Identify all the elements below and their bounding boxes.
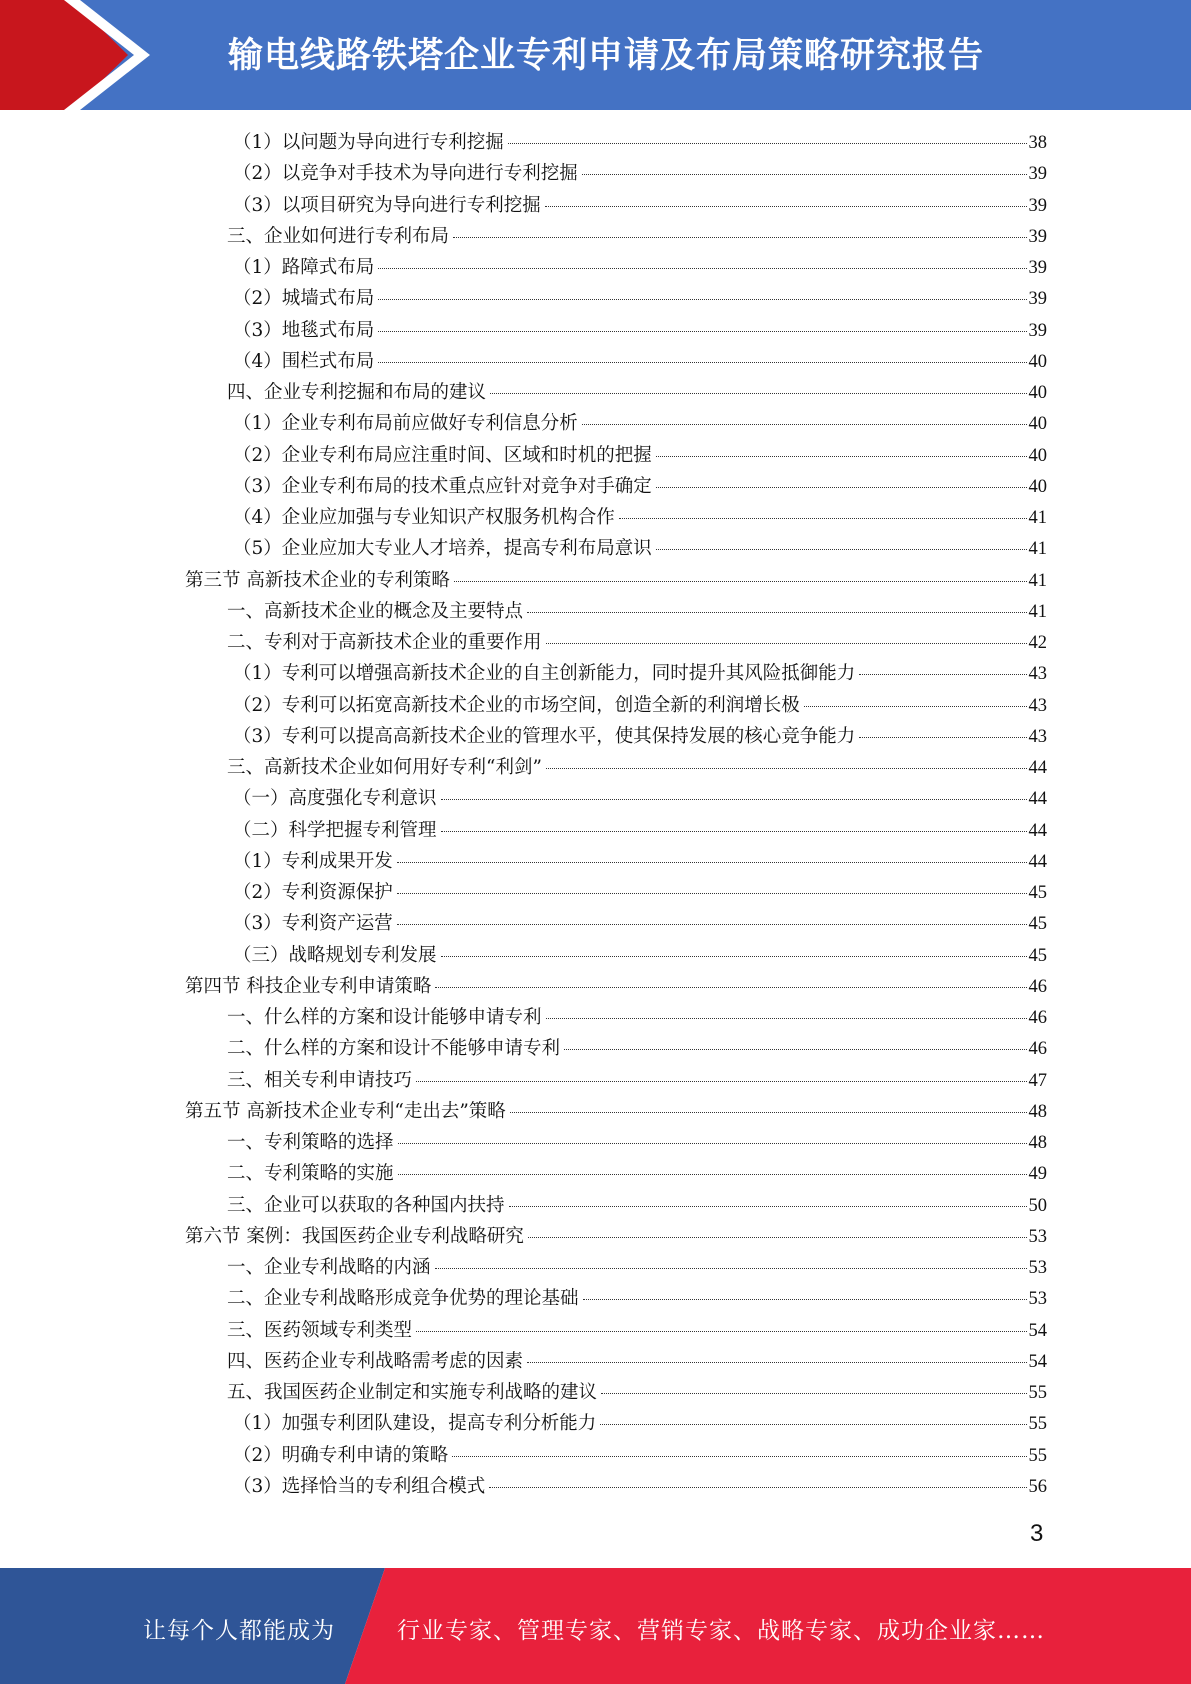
toc-entry-page: 43 [1028, 726, 1047, 747]
toc-leader-dots [619, 518, 1027, 519]
toc-leader-dots [452, 1456, 1026, 1457]
toc-entry-title: （1）企业专利布局前应做好专利信息分析 [233, 413, 578, 435]
footer-banner [0, 1568, 1191, 1684]
toc-leader-dots [378, 362, 1026, 363]
toc-entry-title: （1）专利可以增强高新技术企业的自主创新能力，同时提升其风险抵御能力 [233, 663, 856, 685]
toc-entry[interactable] [227, 1284, 1047, 1315]
toc-entry-title: （2）企业专利布局应注重时间、区域和时机的把握 [233, 444, 652, 466]
toc-entry-page: 39 [1028, 226, 1047, 247]
toc-entry[interactable] [227, 1378, 1047, 1409]
toc-leader-dots [397, 862, 1027, 863]
toc-entry-page: 50 [1028, 1195, 1047, 1216]
toc-entry-page: 44 [1028, 758, 1047, 778]
toc-entry-page: 49 [1028, 1164, 1047, 1185]
toc-entry-title: （3）以项目研究为导向进行专利挖掘 [233, 194, 541, 216]
toc-entry[interactable] [233, 534, 1047, 565]
toc-leader-dots [398, 1174, 1027, 1175]
toc-leader-dots [656, 487, 1027, 488]
toc-entry-title: （1）以问题为导向进行专利挖掘 [233, 132, 504, 153]
toc-entry-title: 二、企业专利战略形成竞争优势的理论基础 [227, 1288, 579, 1310]
toc-entry[interactable] [233, 316, 1047, 347]
toc-leader-dots [416, 1081, 1026, 1082]
toc-entry[interactable] [233, 503, 1047, 534]
toc-leader-dots [601, 1393, 1026, 1394]
toc-entry-page: 47 [1028, 1070, 1047, 1091]
toc-leader-dots [582, 174, 1027, 175]
toc-entry-page: 41 [1028, 601, 1047, 622]
toc-leader-dots [528, 1237, 1027, 1238]
toc-leader-dots [656, 549, 1027, 550]
toc-entry-title: 三、医药领域专利类型 [227, 1319, 413, 1341]
toc-entry[interactable] [233, 284, 1047, 315]
toc-entry-page: 39 [1028, 164, 1047, 185]
footer-slogan-right: 行业专家、管理专家、营销专家、战略专家、成功企业家…… [397, 1618, 1045, 1644]
toc-entry-title: （2）专利资源保护 [233, 882, 393, 903]
toc-entry-page: 40 [1028, 351, 1047, 372]
toc-entry[interactable] [233, 1472, 1047, 1503]
toc-leader-dots [859, 674, 1026, 675]
toc-entry-title: （3）企业专利布局的技术重点应针对竞争对手确定 [233, 475, 652, 497]
toc-entry[interactable] [227, 1128, 1047, 1159]
header-arrow-decoration [0, 0, 160, 110]
toc-leader-dots [441, 799, 1027, 800]
toc-entry-title: （4）企业应加强与专业知识产权服务机构合作 [233, 507, 615, 528]
toc-entry-title: （2）专利可以拓宽高新技术企业的市场空间，创造全新的利润增长极 [233, 694, 800, 716]
toc-entry-page: 56 [1028, 1476, 1047, 1497]
toc-entry-page: 45 [1028, 945, 1047, 966]
toc-leader-dots [453, 237, 1026, 238]
toc-leader-dots [582, 424, 1027, 425]
toc-leader-dots [378, 268, 1026, 269]
toc-entry-title: （2）明确专利申请的策略 [233, 1444, 449, 1466]
toc-leader-dots [546, 643, 1027, 644]
toc-entry-page: 43 [1028, 664, 1047, 685]
toc-entry-page: 46 [1028, 976, 1047, 997]
toc-entry-title: （2）以竞争对手技术为导向进行专利挖掘 [233, 163, 578, 185]
toc-entry-title: 三、企业如何进行专利布局 [227, 225, 450, 247]
toc-leader-dots [397, 893, 1027, 894]
toc-entry-title: 第六节 案例：我国医药企业专利战略研究 [185, 1225, 524, 1247]
toc-entry-page: 46 [1028, 1008, 1047, 1028]
toc-leader-dots [490, 393, 1026, 394]
toc-entry[interactable] [233, 409, 1047, 440]
toc-entry-title: （3）专利可以提高高新技术企业的管理水平，使其保持发展的核心竞争能力 [233, 725, 856, 747]
header-banner [0, 0, 1191, 110]
toc-entry[interactable] [185, 1097, 1047, 1128]
toc-entry-title: （5）企业应加大专业人才培养，提高专利布局意识 [233, 538, 652, 560]
toc-entry-page: 44 [1028, 820, 1047, 841]
toc-entry-page: 54 [1028, 1351, 1047, 1372]
toc-entry-title: 四、企业专利挖掘和布局的建议 [227, 382, 487, 403]
toc-leader-dots [583, 1299, 1027, 1300]
toc-entry[interactable] [233, 191, 1047, 222]
toc-entry[interactable] [233, 909, 1047, 940]
toc-entry[interactable] [233, 941, 1047, 972]
toc-entry[interactable] [233, 659, 1047, 690]
toc-entry[interactable] [233, 878, 1047, 909]
toc-entry[interactable] [227, 1191, 1047, 1222]
toc-entry[interactable] [227, 1066, 1047, 1097]
toc-leader-dots [489, 1487, 1026, 1488]
toc-entry[interactable] [233, 253, 1047, 284]
document-title: 输电线路铁塔企业专利申请及布局策略研究报告 [228, 36, 985, 76]
toc-entry-page: 55 [1028, 1445, 1047, 1466]
toc-entry[interactable] [233, 472, 1047, 503]
toc-entry-title: 一、高新技术企业的概念及主要特点 [227, 600, 524, 622]
page-number: 3 [1030, 1520, 1044, 1547]
toc-leader-dots [378, 331, 1026, 332]
toc-entry-title: （4）围栏式布局 [233, 350, 375, 372]
toc-entry-title: （2）城墙式布局 [233, 288, 375, 310]
toc-leader-dots [416, 1331, 1026, 1332]
toc-entry[interactable] [233, 159, 1047, 190]
toc-entry-title: 三、高新技术企业如何用好专利“利剑” [227, 757, 542, 778]
toc-entry-title: （一）高度强化专利意识 [233, 788, 437, 810]
toc-leader-dots [804, 706, 1027, 707]
toc-entry[interactable] [233, 347, 1047, 378]
toc-entry-title: （三）战略规划专利发展 [233, 944, 437, 966]
toc-leader-dots [510, 1112, 1027, 1113]
toc-entry-page: 39 [1028, 195, 1047, 216]
toc-entry-page: 45 [1028, 883, 1047, 903]
toc-entry[interactable] [227, 222, 1047, 253]
toc-entry-page: 38 [1028, 133, 1047, 153]
toc-entry[interactable] [185, 566, 1047, 597]
toc-entry-page: 53 [1028, 1226, 1047, 1247]
toc-entry[interactable] [233, 1409, 1047, 1440]
toc-leader-dots [546, 1018, 1027, 1019]
toc-entry[interactable] [185, 972, 1047, 1003]
toc-entry[interactable] [227, 753, 1047, 784]
toc-leader-dots [656, 456, 1027, 457]
toc-entry-title: （1）加强专利团队建设，提高专利分析能力 [233, 1413, 597, 1435]
toc-entry[interactable] [227, 1159, 1047, 1190]
toc-entry[interactable] [227, 1316, 1047, 1347]
toc-entry-title: 第三节 高新技术企业的专利策略 [185, 569, 450, 591]
toc-leader-dots [397, 924, 1027, 925]
toc-entry-page: 45 [1028, 914, 1047, 935]
toc-leader-dots [398, 1143, 1027, 1144]
toc-entry-title: （1）专利成果开发 [233, 850, 393, 872]
toc-entry-page: 40 [1028, 414, 1047, 435]
toc-leader-dots [859, 737, 1026, 738]
toc-entry-page: 42 [1028, 633, 1047, 653]
toc-entry-page: 39 [1028, 289, 1047, 310]
toc-entry-page: 48 [1028, 1101, 1047, 1122]
toc-entry-title: 三、企业可以获取的各种国内扶持 [227, 1194, 505, 1216]
toc-entry[interactable] [227, 1034, 1047, 1065]
toc-entry-page: 55 [1028, 1414, 1047, 1435]
toc-leader-dots [508, 143, 1027, 144]
toc-entry-page: 48 [1028, 1133, 1047, 1153]
toc-leader-dots [564, 1049, 1026, 1050]
toc-entry[interactable] [227, 1347, 1047, 1378]
toc-entry-page: 41 [1028, 570, 1047, 591]
toc-entry-title: （3）地毯式布局 [233, 319, 375, 341]
toc-entry-page: 39 [1028, 320, 1047, 341]
toc-entry[interactable] [227, 378, 1047, 409]
toc-leader-dots [527, 612, 1026, 613]
toc-entry-page: 40 [1028, 445, 1047, 466]
toc-entry-title: 第五节 高新技术企业专利“走出去”策略 [185, 1100, 506, 1122]
toc-entry-title: （3）专利资产运营 [233, 913, 393, 935]
toc-entry[interactable] [233, 691, 1047, 722]
toc-entry-page: 39 [1028, 258, 1047, 278]
toc-entry-page: 41 [1028, 539, 1047, 560]
toc-entry-page: 40 [1028, 476, 1047, 497]
toc-entry[interactable] [233, 1441, 1047, 1472]
toc-entry-title: 四、医药企业专利战略需考虑的因素 [227, 1350, 524, 1372]
toc-entry-title: 第四节 科技企业专利申请策略 [185, 975, 432, 997]
toc-entry[interactable] [233, 128, 1047, 159]
toc-entry-page: 44 [1028, 789, 1047, 810]
toc-leader-dots [545, 206, 1027, 207]
toc-entry-title: （3）选择恰当的专利组合模式 [233, 1475, 486, 1497]
toc-leader-dots [441, 956, 1027, 957]
toc-entry[interactable] [233, 816, 1047, 847]
toc-entry-page: 44 [1028, 851, 1047, 872]
toc-entry-page: 53 [1028, 1258, 1047, 1278]
toc-entry-title: 二、专利策略的实施 [227, 1163, 394, 1185]
toc-entry-page: 43 [1028, 695, 1047, 716]
toc-entry-title: 五、我国医药企业制定和实施专利战略的建议 [227, 1382, 598, 1403]
toc-leader-dots [454, 581, 1027, 582]
toc-entry-title: 一、专利策略的选择 [227, 1132, 394, 1153]
toc-leader-dots [378, 299, 1026, 300]
toc-entry-page: 54 [1028, 1320, 1047, 1341]
toc-entry-title: （1）路障式布局 [233, 257, 375, 278]
toc-entry-page: 40 [1028, 383, 1047, 403]
toc-leader-dots [435, 1268, 1027, 1269]
toc-entry[interactable] [233, 722, 1047, 753]
toc-entry-title: 一、什么样的方案和设计能够申请专利 [227, 1007, 542, 1028]
toc-entry[interactable] [233, 784, 1047, 815]
toc-entry-title: （二）科学把握专利管理 [233, 819, 437, 841]
toc-entry[interactable] [227, 597, 1047, 628]
toc-entry[interactable] [233, 441, 1047, 472]
toc-entry-title: 二、专利对于高新技术企业的重要作用 [227, 632, 542, 653]
toc-entry[interactable] [227, 1003, 1047, 1034]
toc-entry[interactable] [233, 847, 1047, 878]
toc-entry-page: 41 [1028, 508, 1047, 528]
toc-entry-page: 46 [1028, 1039, 1047, 1060]
footer-slogan-left: 让每个人都能成为 [143, 1618, 335, 1644]
toc-leader-dots [546, 768, 1027, 769]
toc-entry[interactable] [227, 628, 1047, 659]
toc-leader-dots [527, 1362, 1026, 1363]
toc-entry-title: 二、什么样的方案和设计不能够申请专利 [227, 1038, 561, 1060]
toc-leader-dots [441, 831, 1027, 832]
toc-leader-dots [600, 1424, 1026, 1425]
toc-entry-title: 三、相关专利申请技巧 [227, 1069, 413, 1091]
toc-entry[interactable] [227, 1253, 1047, 1284]
toc-entry[interactable] [185, 1222, 1047, 1253]
toc-entry-page: 55 [1028, 1383, 1047, 1403]
toc-leader-dots [435, 987, 1026, 988]
toc-leader-dots [509, 1206, 1027, 1207]
toc-entry-title: 一、企业专利战略的内涵 [227, 1257, 431, 1278]
toc-entry-page: 53 [1028, 1289, 1047, 1310]
